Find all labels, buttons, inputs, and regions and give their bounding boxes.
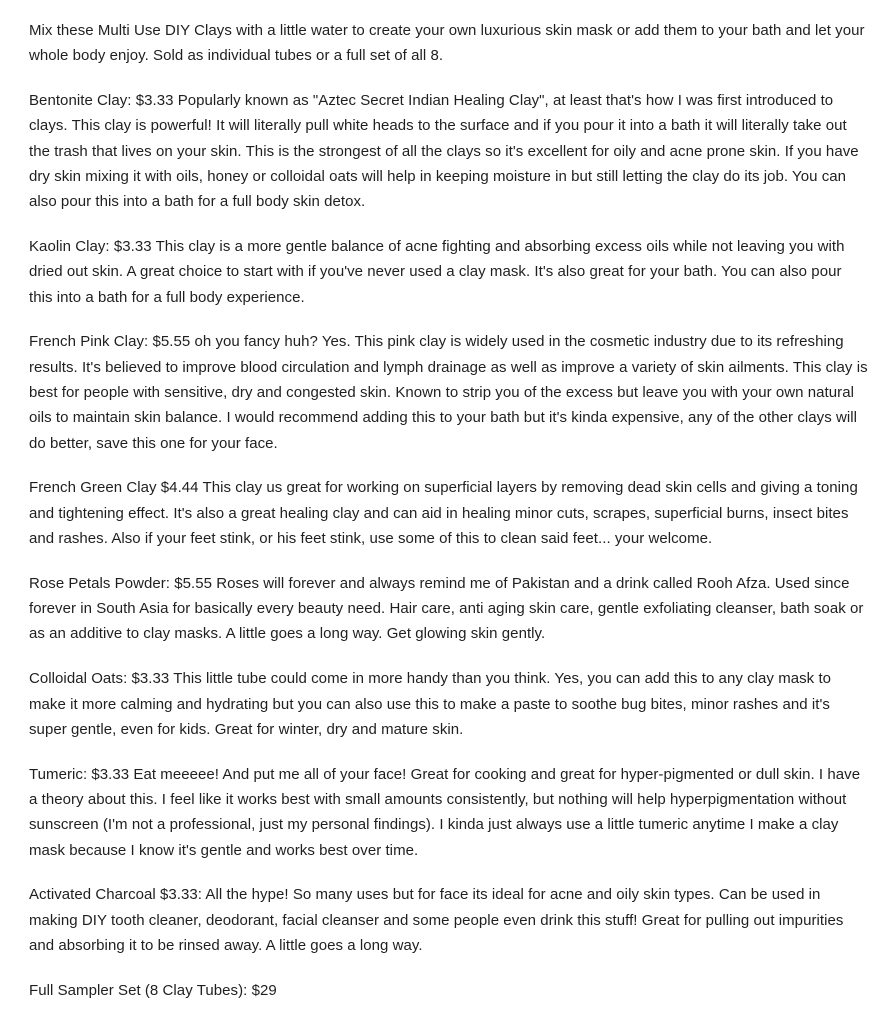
bentonite-clay-paragraph: Bentonite Clay: $3.33 Popularly known as "Aztec Secret Indian Healing Clay", at least that's how I was first introduced to clays. This clay is powerful! It will literally pull white heads to the surface and if you pour it into a bath it will literally take out the trash that lives on your skin. This is the strongest of all the clays so it's excellent for oily and acne prone skin. If you have dry skin mixing it with oils, honey or colloidal oats will help in keeping moisture in but still letting the clay do its job. You can also pour this into a bath for a full body skin detox. [29,92,859,211]
colloidal-oats-paragraph: Colloidal Oats: $3.33 This little tube could come in more handy than you think. Yes, you can add this to any clay mask to make it more calming and hydrating but you can also use this to make a paste to soothe bug bites, minor rashes and it's super gentle, even for kids. Great for winter, dry and mature skin. [29,670,832,738]
french-green-clay-paragraph: French Green Clay $4.44 This clay us great for working on superficial layers by removing dead skin cells and giving a toning and tightening effect. It's also a great healing clay and can aid in healing minor cuts, scrapes, superficial burns, insect bites and rashes. Also if your feet stink, or his feet stink, use some of this to clean said feet... your welcome. [29,479,858,548]
rose-petals-powder-paragraph: Rose Petals Powder: $5.55 Roses will forever and always remind me of Pakistan and a drink called Rooh Afza. Used since forever in South Asia for basically every beauty need. Hair care, anti aging skin care, gentle exfoliating cleanser, bath soak or as an additive to clay masks. A little goes a long way. Get glowing skin gently. [29,574,864,643]
tumeric-paragraph: Tumeric: $3.33 Eat meeeee! And put me all of your face! Great for cooking and great for hyper-pigmented or dull skin. I have a theory about this. I feel like it works best with small amounts consistently, but nothing will help hyperpigmentation without sunscreen (I'm not a professional, just my personal findings). I kinda just always use a little tumeric anytime I make a clay mask because I know it's gentle and works best over time. [29,765,861,859]
full-sampler-set-paragraph: Full Sampler Set (8 Clay Tubes): $29 [29,981,277,999]
activated-charcoal-paragraph: Activated Charcoal $3.33: All the hype! So many uses but for face its ideal for acne and oily skin types. Can be used in making DIY tooth cleaner, deodorant, facial cleanser and some people even drink this stuff! Great for pulling out impurities and absorbing it to be rinsed away. A little goes a long way. [29,886,844,954]
french-pink-clay-paragraph: French Pink Clay: $5.55 oh you fancy huh? Yes. This pink clay is widely used in the cosmetic industry due to its refreshing results. It's believed to improve blood circulation and lymph drainage as well as improve a variety of skin ailments. This clay is best for people with sensitive, dry and congested skin. Known to strip you of the excess but leave you with your own natural oils to maintain skin balance. I would recommend adding this to your bath but it's kinda expensive, any of the other clays will do better, save this one for your face. [29,333,868,452]
intro-paragraph: Mix these Multi Use DIY Clays with a little water to create your own luxurious skin mask or add them to your bath and let your whole body enjoy. Sold as individual tubes or a full set of all 8. [29,22,865,65]
kaolin-clay-paragraph: Kaolin Clay: $3.33 This clay is a more gentle balance of acne fighting and absorbing excess oils while not leaving you with dried out skin. A great choice to start with if you've never used a clay mask. It's also great for your bath. You can also pour this into a bath for a full body experience. [29,238,845,306]
product-description [29,18,869,1003]
